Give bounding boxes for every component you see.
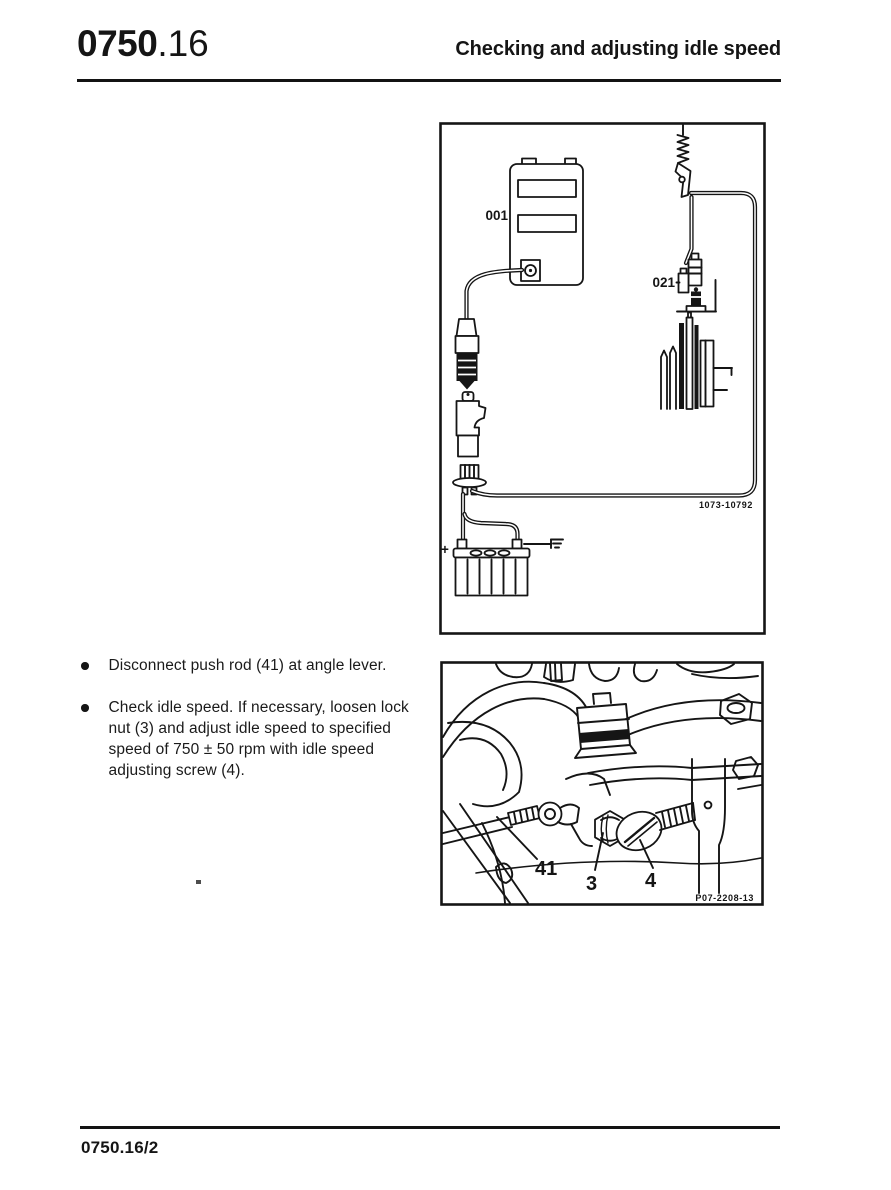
figure2-engine-detail <box>440 661 764 906</box>
figure2-diagram <box>440 661 764 906</box>
footer-page-reference: 0750.16/2 <box>81 1138 159 1157</box>
figure2-label-adjusting-screw: 4 <box>645 870 657 892</box>
instruction-line: speed of 750 ± 50 rpm with idle speed <box>108 741 375 758</box>
battery-drawing <box>454 540 530 596</box>
instruction-item-2 <box>81 697 431 781</box>
footer-rule <box>80 1126 780 1129</box>
figure2-code: P07-2208-13 <box>695 893 754 903</box>
figure2-label-lock-nut: 3 <box>586 873 598 895</box>
figure1-diagram <box>439 122 766 635</box>
instruction-line: nut (3) and adjust idle speed to specified <box>108 720 392 737</box>
section-number-suffix: .16 <box>157 23 209 64</box>
scan-artifact <box>196 880 201 884</box>
figure1-label-adapter: 021 <box>652 275 675 290</box>
tester-unit-drawing <box>510 159 583 286</box>
section-number <box>77 24 209 64</box>
instruction-item-1 <box>81 655 431 676</box>
instruction-list <box>81 655 431 781</box>
battery-plus-label: + <box>441 542 449 557</box>
instruction-line: Check idle speed. If necessary, loosen lock <box>108 699 409 716</box>
instruction-line: adjusting screw (4). <box>108 762 245 779</box>
connector-plug-drawing <box>456 319 479 390</box>
page-title: Checking and adjusting idle speed <box>455 38 781 60</box>
section-number-main: 0750 <box>77 23 158 64</box>
bullet-icon <box>81 704 89 712</box>
bullet-icon <box>81 662 89 670</box>
instruction-line: Disconnect push rod (41) at angle lever. <box>108 657 387 674</box>
figure1-test-hookup <box>439 122 766 635</box>
figure1-label-tester: 001 <box>485 208 508 223</box>
figure2-label-push-rod: 41 <box>535 858 558 880</box>
figure1-code: 1073-10792 <box>698 500 753 510</box>
header-rule <box>77 79 781 82</box>
